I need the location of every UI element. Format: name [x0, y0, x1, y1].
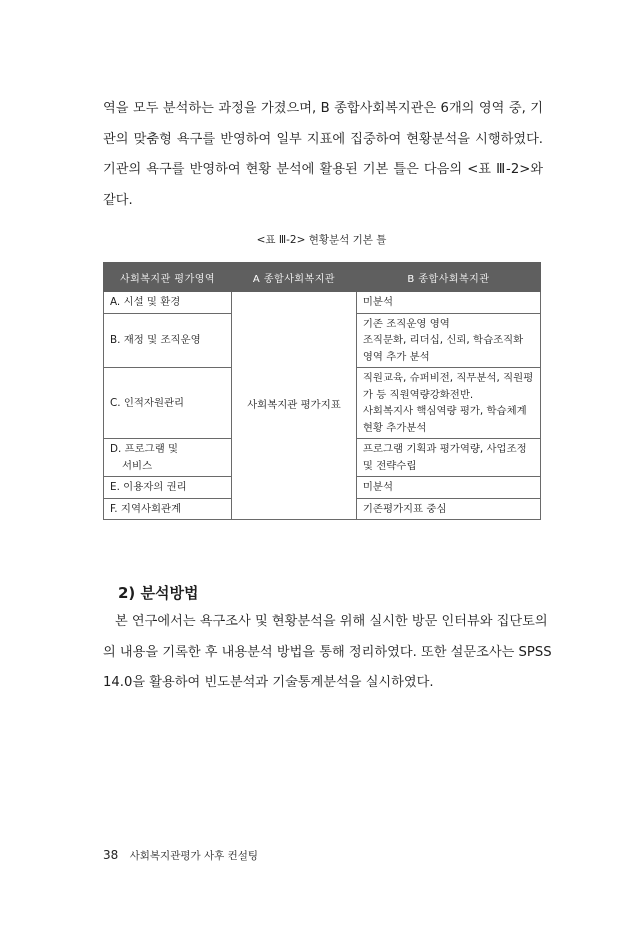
page-number: 38: [103, 848, 119, 862]
area-cell: F. 지역사회관계: [104, 498, 232, 520]
b-center-cell: 미분석: [356, 477, 540, 499]
area-cell: A. 시설 및 환경: [104, 292, 232, 314]
b-center-cell: 프로그램 기획과 평가역량, 사업조정 및 전략수립: [356, 439, 540, 477]
intro-line: 기관의 욕구를 반영하여 현황 분석에 활용된 기본 틀은 다음의 <표 Ⅲ-2>와: [103, 162, 543, 177]
intro-paragraph: [103, 94, 543, 216]
area-cell: D. 프로그램 및 서비스: [104, 439, 232, 477]
intro-line: 역을 모두 분석하는 과정을 가졌으며, B 종합사회복지관은 6개의 영역 중, 기: [103, 101, 543, 116]
a-center-cell: 사회복지관 평가지표: [232, 292, 357, 520]
b-center-cell: 기존 조직운영 영역 조직문화, 리더십, 신뢰, 학습조직화 영역 추가 분석: [356, 313, 540, 368]
table-header-row: [104, 263, 541, 292]
header-b-center: B 종합사회복지관: [356, 263, 540, 292]
evaluation-table: [103, 262, 541, 520]
table-row: [104, 292, 541, 314]
header-area: 사회복지관 평가영역: [104, 263, 232, 292]
intro-line: 같다.: [103, 192, 133, 208]
b-center-cell: 기존평가지표 중심: [356, 498, 540, 520]
area-cell: B. 재정 및 조직운영: [104, 313, 232, 368]
table-caption: <표 Ⅲ-2> 현황분석 기본 틀: [256, 234, 387, 246]
method-line: 본 연구에서는 욕구조사 및 현황분석을 위해 실시한 방문 인터뷰와 집단토의: [115, 614, 548, 629]
table-body: [104, 292, 541, 520]
b-center-cell: 직원교육, 슈퍼비전, 직무분석, 직원평 가 등 직원역량강화전반. 사회복지사 핵심역량 평가, 학습체계 현황 추가분석: [356, 368, 540, 439]
intro-line: 관의 맞춤형 욕구를 반영하여 일부 지표에 집중하여 현황분석을 시행하였다.: [103, 131, 543, 147]
b-center-cell: 미분석: [356, 292, 540, 314]
section-heading: 2) 분석방법: [118, 584, 199, 602]
method-paragraph: [103, 607, 552, 699]
method-line: 의 내용을 기록한 후 내용분석 방법을 통해 정리하였다. 또한 설문조사는 SPSS: [103, 644, 552, 660]
method-line: 14.0을 활용하여 빈도분석과 기술통계분석을 실시하였다.: [103, 675, 434, 690]
footer-title: 사회복지관평가 사후 컨설팅: [129, 850, 259, 862]
header-a-center: A 종합사회복지관: [232, 263, 357, 292]
area-cell: E. 이용자의 권리: [104, 477, 232, 499]
page-footer: [103, 848, 258, 863]
area-cell: C. 인적자원관리: [104, 368, 232, 439]
